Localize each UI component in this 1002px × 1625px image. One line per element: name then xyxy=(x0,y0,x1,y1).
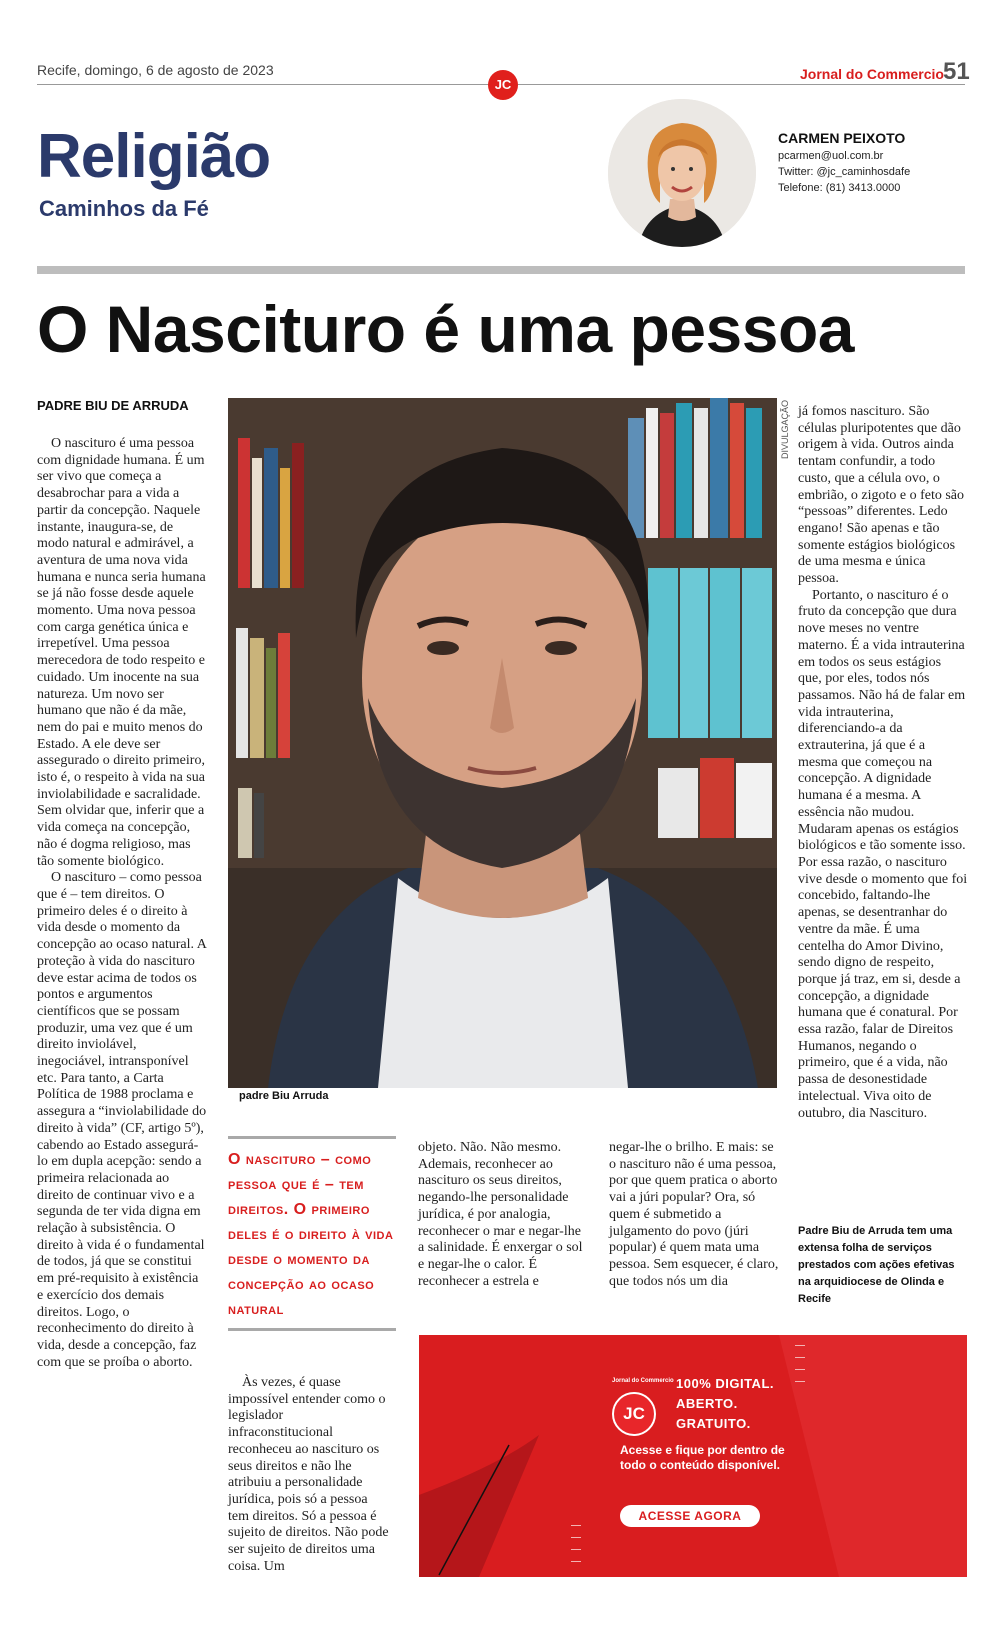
ad-headline-3: GRATUITO. xyxy=(676,1416,751,1431)
paragraph: Portanto, o nascituro é o fruto da concepção que dura nove meses no ventre materno. É a vida intrauterina em todos os seus estágios que, por eles, todos nós passamos. Não há de falar em vida intrauterina, diferenciando-a da extrauterina, já que é a mesma que começou na concepção. A dignidade humana é a mesma. A essência não mudou. Mudaram apenas os estágios biológicos e tão somente isso. Por essa razão, o nascituro vive desde o momento que foi concebido, faltando-lhe apenas, se desentranhar do ventre da mãe. É uma centelha do Amor Divino, sendo digno de respeito, porque já traz, em si, desde a concepção, a dignidade humana que é conatural. Por essa razão, falar de Direitos Humanos, negando o primeiro, que é a vida, não passa de desonestidade intelectual. Viva oito de outubro, dia Nascituro. xyxy=(798,587,968,1121)
page-number: 51 xyxy=(943,58,970,85)
paragraph: objeto. Não. Não mesmo. Ademais, reconhecer ao nascituro os seus direitos, negando-lhe personalidade jurídica, é por analogia, reconhecer o mar e negar-lhe a salinidade. É enxergar o sol e negar-lhe o calor. É reconhecer a estrela e xyxy=(418,1140,583,1289)
paragraph: O nascituro – como pessoa que é – tem direitos. O primeiro deles é o direito à vida desde o momento da concepção ao ocaso natural. A proteção à vida do nascituro deve estar acima de todos os pontos e argumentos científicos que se possam produzir, uma vez que é um direito inviolável, inegociável, intransponível etc. Para tanto, a Carta Política de 1988 proclama e assegura a “inviolabilidade do direito à vida” (CF, artigo 5º), cabendo ao Estado assegurá-lo em dupla acepção: sendo a primeira relacionada ao direito de continuar vivo e a segunda de ter vida digna em relação à subsistência. O direito à vida é o fundamental de todos, já que se constitui em pré-requisito à existência e exercício dos demais direitos. Logo, o reconhecimento do direito à vida, desde a concepção, faz com que se proíba o aborto. xyxy=(37,870,207,1370)
photo-caption: padre Biu Arruda xyxy=(239,1090,329,1102)
pull-quote xyxy=(228,1136,396,1331)
jc-logo: JC xyxy=(488,70,518,100)
columnist-name: CARMEN PEIXOTO xyxy=(778,130,906,146)
headline: O Nascituro é uma pessoa xyxy=(37,292,854,366)
columnist-phone: Telefone: (81) 3413.0000 xyxy=(778,182,901,194)
article-column-5 xyxy=(798,404,968,1122)
author-bio: Padre Biu de Arruda tem uma extensa folha de serviços prestados com ações efetivas na arquidiocese de Olinda e Recife xyxy=(798,1225,955,1305)
dateline: Recife, domingo, 6 de agosto de 2023 xyxy=(37,62,274,78)
section-subtitle: Caminhos da Fé xyxy=(39,196,209,221)
ad-brand: Jornal do Commercio xyxy=(612,1378,674,1384)
ad-body-text: Acesse e fique por dentro de todo o conteúdo disponível. xyxy=(620,1443,785,1472)
paragraph: Às vezes, é quase impossível entender como o legislador infraconstitucional reconheceu ao nascituro os seus direitos e não lhe atribuiu a personalidade jurídica, pois só a pessoa tem direitos. Só a pessoa é sujeito de direitos. Não pode ser sujeito de direitos uma coisa. Um xyxy=(228,1375,389,1574)
paragraph: já fomos nascituro. São células pluripotentes que dão origem à vida. Outros ainda tentam confundir, a todo custo, que a célula ovo, o embrião, o zigoto e o feto são “pessoas” diferentes. Ledo engano! São apenas e tão somente estágios biológicos de uma mesma e única pessoa. xyxy=(798,404,965,587)
paragraph: negar-lhe o brilho. E mais: se o nascituro não é uma pessoa, por que quem pratica o aborto vai a júri popular? Ora, só quem é submetido a julgamento do povo (júri popular) é quem mata uma pessoa. Sem esquecer, é claro, que todos nós um dia xyxy=(609,1140,779,1289)
ad-headline-2: ABERTO. xyxy=(676,1396,738,1411)
article-column-2 xyxy=(228,1375,390,1575)
columnist-email[interactable]: pcarmen@uol.com.br xyxy=(778,150,884,162)
section-divider xyxy=(37,266,965,274)
article-column-3 xyxy=(418,1140,590,1290)
columnist-portrait xyxy=(608,99,756,247)
article-column-1 xyxy=(37,436,207,1371)
article-column-4 xyxy=(609,1140,781,1290)
byline: PADRE BIU DE ARRUDA xyxy=(37,398,189,413)
section-title: Religião xyxy=(37,122,271,191)
paragraph: O nascituro é uma pessoa com dignidade humana. É um ser vivo que começa a desabrochar para a vida a partir da concepção. Naquele instante, inaugura-se, de modo natural e admirável, a aventura de uma nova vida humana e nunca seria humana se já não fosse desde aquele momento. Uma nova pessoa com carga genética única e irrepetível. Uma pessoa merecedora de todo respeito e cuidado. Um inocente na sua natureza. Um novo ser humano que não é da mãe, nem do pai e muito menos do Estado. A ele deve ser assegurado o direito primeiro, isto é, o respeito à vida na sua inviolabilidade e sacralidade. Sem olvidar que, inferir que a vida começa na concepção, não é dogma religioso, mas tão somente biológico. xyxy=(37,436,206,869)
ad-jc-logo: JC xyxy=(612,1392,656,1436)
newspaper-name: Jornal do Commercio xyxy=(800,66,944,82)
pull-quote-text: O nascituro – como pessoa que é – tem direitos. O primeiro deles é o direito à vida desde o momento da concepção ao ocaso natural xyxy=(228,1151,394,1318)
photo-credit: DIVULGAÇÃO xyxy=(780,400,790,460)
ad-headline-1: 100% DIGITAL. xyxy=(676,1376,775,1391)
columnist-twitter[interactable]: Twitter: @jc_caminhosdafe xyxy=(778,166,911,178)
author-photo xyxy=(228,398,777,1088)
access-now-button[interactable]: ACESSE AGORA xyxy=(620,1505,760,1527)
